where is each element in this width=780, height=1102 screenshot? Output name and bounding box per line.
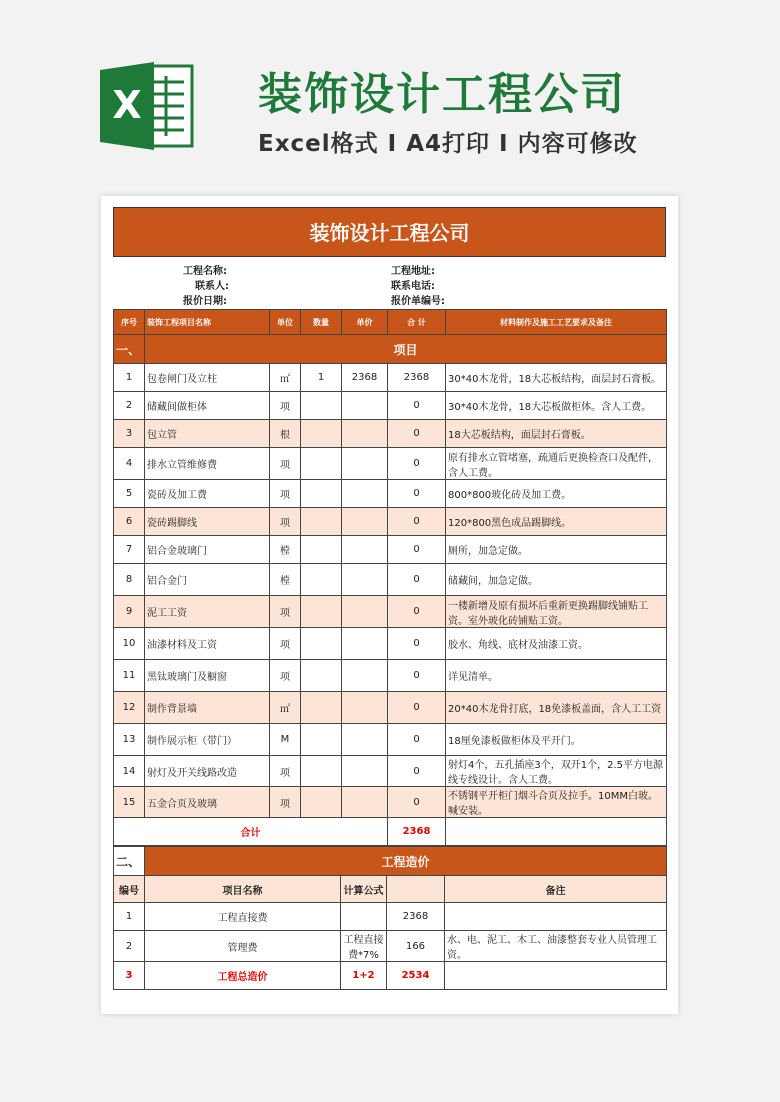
cell-unit: 根 xyxy=(270,420,301,448)
cell-note: 射灯4个，五孔插座3个，双开1个，2.5平方电源线专线设计。含人工费。 xyxy=(446,756,667,787)
cell-unit: ㎡ xyxy=(270,364,301,392)
cell-qty xyxy=(301,536,342,564)
subtotal-value: 2368 xyxy=(388,818,446,846)
cell-qty xyxy=(301,787,342,818)
cell-qty: 1 xyxy=(301,364,342,392)
cell-qty xyxy=(301,392,342,420)
cost-cell-value: 2368 xyxy=(387,903,445,931)
cell-price xyxy=(342,628,388,660)
cell-qty xyxy=(301,420,342,448)
cell-price xyxy=(342,420,388,448)
col-no: 序号 xyxy=(114,310,145,335)
cell-total: 0 xyxy=(388,564,446,596)
cell-price: 2368 xyxy=(342,364,388,392)
cell-qty xyxy=(301,564,342,596)
cell-note: 详见清单。 xyxy=(446,660,667,692)
cell-note: 800*800玻化砖及加工费。 xyxy=(446,480,667,508)
cell-unit: 项 xyxy=(270,392,301,420)
cell-unit: 项 xyxy=(270,628,301,660)
cell-no: 14 xyxy=(114,756,145,787)
cell-unit: M xyxy=(270,724,301,756)
cell-no: 6 xyxy=(114,508,145,536)
table-row xyxy=(114,536,667,564)
cell-unit: 项 xyxy=(270,596,301,628)
cell-total: 0 xyxy=(388,420,446,448)
cost-cell-formula: 工程直接费*7% xyxy=(341,931,387,962)
cell-total: 0 xyxy=(388,448,446,480)
cell-total: 0 xyxy=(388,480,446,508)
table-row xyxy=(114,364,667,392)
cost-col-formula: 计算公式 xyxy=(341,876,387,903)
items-header-row xyxy=(114,310,667,335)
cell-qty xyxy=(301,692,342,724)
cell-price xyxy=(342,756,388,787)
cell-note: 原有排水立管堵塞，疏通后更换检查口及配件，含人工费。 xyxy=(446,448,667,480)
col-total: 合 计 xyxy=(388,310,446,335)
cell-note: 一楼新增及原有损坏后重新更换踢脚线铺贴工资。室外玻化砖铺贴工资。 xyxy=(446,596,667,628)
table-row xyxy=(114,448,667,480)
cell-total: 0 xyxy=(388,628,446,660)
cell-qty xyxy=(301,596,342,628)
cell-qty xyxy=(301,480,342,508)
cell-total: 0 xyxy=(388,724,446,756)
cell-no: 1 xyxy=(114,364,145,392)
cell-price xyxy=(342,596,388,628)
cell-name: 黑钛玻璃门及橱窗 xyxy=(145,660,270,692)
cost-col-value xyxy=(387,876,445,903)
quote-date-label: 报价日期: xyxy=(183,296,227,307)
cell-name: 瓷砖踢脚线 xyxy=(145,508,270,536)
cell-total: 0 xyxy=(388,660,446,692)
cell-no: 11 xyxy=(114,660,145,692)
cost-col-no: 编号 xyxy=(114,876,145,903)
cell-note: 储藏间，加急定做。 xyxy=(446,564,667,596)
table-row xyxy=(114,480,667,508)
cell-no: 9 xyxy=(114,596,145,628)
cost-cell-note xyxy=(445,903,667,931)
cell-qty xyxy=(301,448,342,480)
cell-unit: 项 xyxy=(270,660,301,692)
cell-name: 储藏间做柜体 xyxy=(145,392,270,420)
cell-price xyxy=(342,724,388,756)
cell-unit: 项 xyxy=(270,508,301,536)
cell-no: 2 xyxy=(114,392,145,420)
cost-cell-note: 水、电、泥工、木工、油漆整套专业人员管理工资。 xyxy=(445,931,667,962)
cell-price xyxy=(342,692,388,724)
cell-name: 包卷闸门及立柱 xyxy=(145,364,270,392)
cell-note: 30*40木龙骨，18大芯板做柜体。含人工费。 xyxy=(446,392,667,420)
cell-price xyxy=(342,564,388,596)
cost-cell-formula xyxy=(341,903,387,931)
cell-price xyxy=(342,536,388,564)
table-row xyxy=(114,787,667,818)
cell-name: 五金合页及玻璃 xyxy=(145,787,270,818)
cell-price xyxy=(342,392,388,420)
section2-row xyxy=(114,847,667,876)
cell-unit: ㎡ xyxy=(270,692,301,724)
cell-no: 7 xyxy=(114,536,145,564)
table-row xyxy=(114,508,667,536)
project-info xyxy=(113,257,666,309)
cell-total: 0 xyxy=(388,596,446,628)
cell-price xyxy=(342,787,388,818)
col-qty: 数量 xyxy=(301,310,342,335)
page-title: 装饰设计工程公司 xyxy=(258,69,626,120)
cell-total: 0 xyxy=(388,692,446,724)
cell-note: 厕所，加急定做。 xyxy=(446,536,667,564)
contact-label: 联系人: xyxy=(195,281,229,292)
excel-logo-icon xyxy=(100,58,196,154)
cell-qty xyxy=(301,660,342,692)
cell-price xyxy=(342,660,388,692)
cost-col-note: 备注 xyxy=(445,876,667,903)
cost-cell-no: 2 xyxy=(114,931,145,962)
cost-table xyxy=(113,846,667,990)
col-name: 装饰工程项目名称 xyxy=(145,310,270,335)
quote-sheet xyxy=(101,196,678,1014)
subtotal-row xyxy=(114,818,667,846)
cell-unit: 樘 xyxy=(270,536,301,564)
cost-col-name: 项目名称 xyxy=(145,876,341,903)
cell-name: 泥工工资 xyxy=(145,596,270,628)
cell-note: 120*800黑色成品踢脚线。 xyxy=(446,508,667,536)
cost-cell-name: 工程总造价 xyxy=(145,962,341,990)
cell-name: 油漆材料及工资 xyxy=(145,628,270,660)
cell-note: 20*40木龙骨打底，18免漆板盖面，含人工工资 xyxy=(446,692,667,724)
quote-no-label: 报价单编号: xyxy=(391,296,445,307)
cell-no: 10 xyxy=(114,628,145,660)
cost-cell-value: 166 xyxy=(387,931,445,962)
cell-price xyxy=(342,508,388,536)
cell-no: 3 xyxy=(114,420,145,448)
cell-total: 0 xyxy=(388,787,446,818)
table-row xyxy=(114,660,667,692)
cost-row xyxy=(114,903,667,931)
col-price: 单价 xyxy=(342,310,388,335)
cell-name: 铝合金玻璃门 xyxy=(145,536,270,564)
address-label: 工程地址: xyxy=(391,266,435,277)
svg-text:X: X xyxy=(112,83,142,127)
cell-qty xyxy=(301,508,342,536)
cell-total: 0 xyxy=(388,536,446,564)
cell-total: 0 xyxy=(388,392,446,420)
cell-note: 胶水、角线、底材及油漆工资。 xyxy=(446,628,667,660)
cell-price xyxy=(342,480,388,508)
cell-no: 5 xyxy=(114,480,145,508)
page-header xyxy=(0,0,780,185)
cell-total: 2368 xyxy=(388,364,446,392)
cell-note: 18大芯板结构，面层封石膏板。 xyxy=(446,420,667,448)
col-unit: 单位 xyxy=(270,310,301,335)
cell-qty xyxy=(301,724,342,756)
table-row xyxy=(114,692,667,724)
section1-row xyxy=(114,335,667,364)
cell-name: 包立管 xyxy=(145,420,270,448)
cell-no: 15 xyxy=(114,787,145,818)
cell-unit: 项 xyxy=(270,448,301,480)
section2-no: 二、 xyxy=(114,847,145,876)
cost-cell-no: 3 xyxy=(114,962,145,990)
cost-row xyxy=(114,962,667,990)
cell-total: 0 xyxy=(388,508,446,536)
cell-no: 13 xyxy=(114,724,145,756)
cell-total: 0 xyxy=(388,756,446,787)
cost-cell-name: 管理费 xyxy=(145,931,341,962)
cell-unit: 项 xyxy=(270,787,301,818)
section1-title: 项目 xyxy=(145,335,667,364)
table-row xyxy=(114,564,667,596)
items-table xyxy=(113,309,667,846)
table-row xyxy=(114,724,667,756)
table-row xyxy=(114,420,667,448)
cell-name: 射灯及开关线路改造 xyxy=(145,756,270,787)
section1-no: 一、 xyxy=(114,335,145,364)
subtotal-label: 合计 xyxy=(114,818,388,846)
cell-name: 制作展示柜（带门） xyxy=(145,724,270,756)
cell-unit: 项 xyxy=(270,480,301,508)
cell-unit: 项 xyxy=(270,756,301,787)
page-subtitle: Excel格式 I A4打印 I 内容可修改 xyxy=(258,131,638,157)
cell-name: 铝合金门 xyxy=(145,564,270,596)
table-row xyxy=(114,756,667,787)
project-name-label: 工程名称: xyxy=(183,266,227,277)
section2-title: 工程造价 xyxy=(145,847,667,876)
cost-cell-no: 1 xyxy=(114,903,145,931)
cell-qty xyxy=(301,756,342,787)
cell-price xyxy=(342,448,388,480)
cell-name: 制作背景墙 xyxy=(145,692,270,724)
table-row xyxy=(114,392,667,420)
cell-qty xyxy=(301,628,342,660)
cell-name: 瓷砖及加工费 xyxy=(145,480,270,508)
cell-note: 30*40木龙骨，18大芯板结构，面层封石膏板。 xyxy=(446,364,667,392)
cell-note: 18厘免漆板做柜体及平开门。 xyxy=(446,724,667,756)
col-note: 材料制作及施工工艺要求及备注 xyxy=(446,310,667,335)
cost-row xyxy=(114,931,667,962)
table-row xyxy=(114,596,667,628)
cost-cell-note xyxy=(445,962,667,990)
cell-no: 8 xyxy=(114,564,145,596)
cost-cell-formula: 1+2 xyxy=(341,962,387,990)
table-row xyxy=(114,628,667,660)
cost-cell-value: 2534 xyxy=(387,962,445,990)
cell-note: 不锈钢平开柜门烟斗合页及拉手。10MM白玻。喊安装。 xyxy=(446,787,667,818)
cell-no: 12 xyxy=(114,692,145,724)
sheet-banner: 装饰设计工程公司 xyxy=(113,207,666,257)
phone-label: 联系电话: xyxy=(391,281,435,292)
cost-cell-name: 工程直接费 xyxy=(145,903,341,931)
cell-no: 4 xyxy=(114,448,145,480)
cost-header-row xyxy=(114,876,667,903)
cell-name: 排水立管维修费 xyxy=(145,448,270,480)
cell-unit: 樘 xyxy=(270,564,301,596)
